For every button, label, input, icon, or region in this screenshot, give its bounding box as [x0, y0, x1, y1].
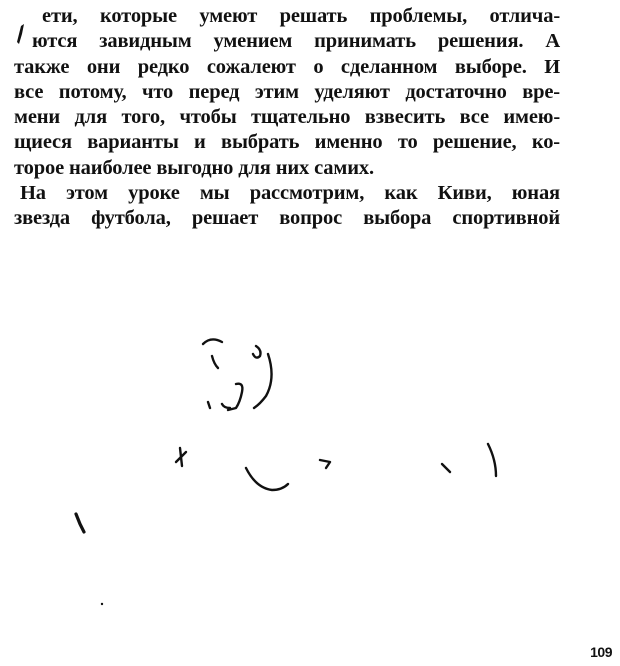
sketch-head-right	[254, 354, 272, 408]
sketch-leg-left	[76, 514, 84, 532]
sketch-eye-left	[212, 356, 218, 368]
paragraph1-line-2: ются завидным умением принимать решения. А	[32, 30, 560, 53]
paragraph1-line-4: все потому, что перед этим уделяют достаточно вре-	[14, 80, 560, 103]
sketch-nose	[228, 384, 242, 410]
sketch-cheek-left	[208, 402, 210, 408]
sketch-collar	[246, 468, 288, 490]
page-number: 109	[590, 644, 612, 660]
paragraph1-line-7: торое наиболее выгодно для них самих.	[14, 156, 374, 179]
sketch-hand-left-a	[176, 452, 186, 462]
sketch-brow-left	[203, 339, 222, 344]
sketch-arm-right	[442, 464, 450, 472]
paragraph1-line-5: мени для того, чтобы тщательно взвесить все имею-	[14, 106, 560, 129]
sketch-hand-left-b	[180, 448, 182, 466]
paragraph1-line-6: щиеся варианты и выбрать именно то решение, ко-	[14, 131, 560, 154]
sketch-eye-right	[253, 346, 261, 358]
paragraph2-line-2: звезда футбола, решает вопрос выбора спортивной	[14, 207, 560, 230]
paragraph1-line-1: ети, которые умеют решать проблемы, отлича-	[42, 5, 560, 27]
paragraph2-line-1: На этом уроке мы рассмотрим, как Киви, юная	[20, 182, 560, 205]
sketch-shoulder-right	[488, 444, 496, 476]
paragraph1-line-3: также они редко сожалеют о сделанном выборе. И	[14, 55, 560, 78]
body-text	[14, 4, 560, 232]
sketch-mouth	[222, 404, 230, 408]
sketch-hand-right	[320, 460, 330, 468]
